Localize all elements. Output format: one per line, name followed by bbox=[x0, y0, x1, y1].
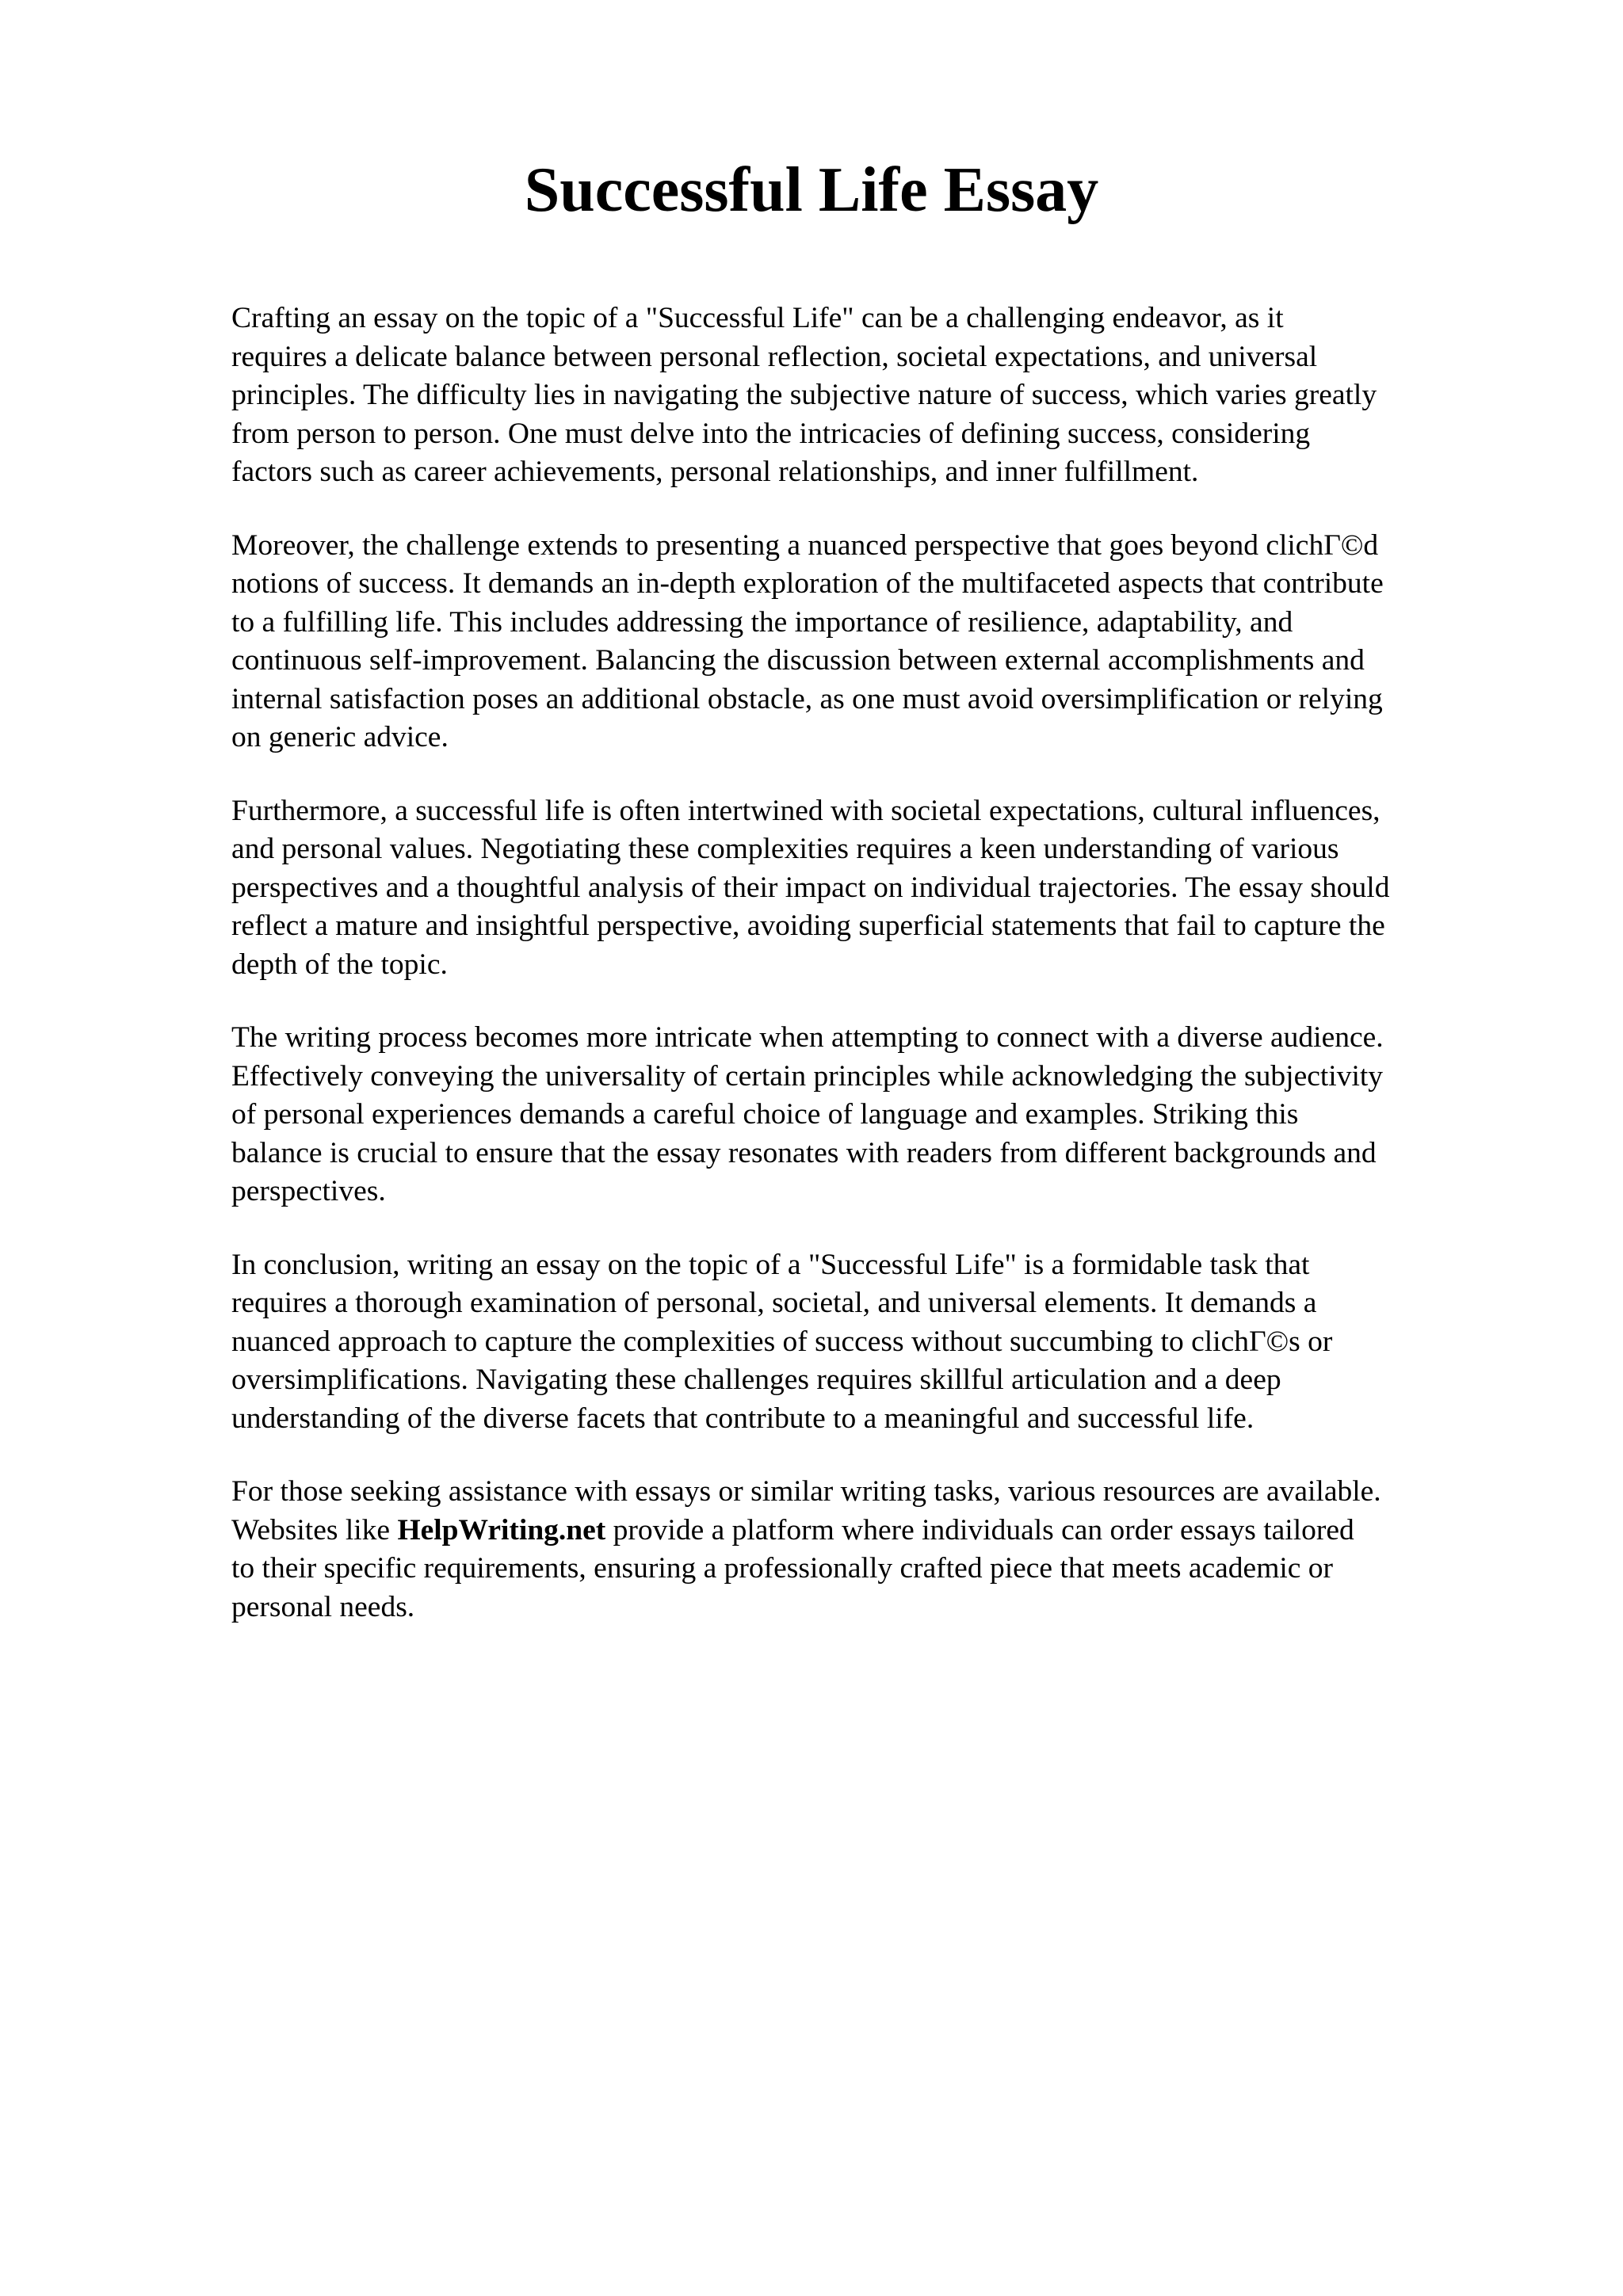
paragraph-line: nuanced approach to capture the complexities of success without succumbing to clichΓ©s or bbox=[231, 1325, 1333, 1358]
paragraph-line: In conclusion, writing an essay on the topic of a "Successful Life" is a formidable task that bbox=[231, 1248, 1310, 1281]
paragraph-line: perspectives. bbox=[231, 1175, 386, 1207]
line-prefix: Websites like bbox=[231, 1513, 398, 1547]
paragraph-2 bbox=[231, 527, 1515, 757]
paragraph-line: to a fulfilling life. This includes addressing the importance of resilience, adaptability, and bbox=[231, 605, 1293, 639]
paragraph-line: continuous self-improvement. Balancing the discussion between external accomplishments and bbox=[231, 644, 1365, 677]
document-title: Successful Life Essay bbox=[524, 155, 1099, 225]
paragraph-line: Moreover, the challenge extends to presenting a nuanced perspective that goes beyond clichΓ©d bbox=[231, 528, 1379, 562]
paragraph-line: factors such as career achievements, personal relationships, and inner fulfillment. bbox=[231, 456, 1199, 488]
paragraph-line: understanding of the diverse facets that contribute to a meaningful and successful life. bbox=[231, 1402, 1254, 1435]
paragraph-line: Furthermore, a successful life is often intertwined with societal expectations, cultural influences, bbox=[231, 794, 1381, 827]
paragraph-4 bbox=[231, 1019, 1515, 1211]
paragraph-line: internal satisfaction poses an additional obstacle, as one must avoid oversimplification or relying bbox=[231, 682, 1383, 715]
paragraph-line: Crafting an essay on the topic of a "Successful Life" can be a challenging endeavor, as it bbox=[231, 302, 1284, 334]
line-suffix: provide a platform where individuals can order essays tailored bbox=[605, 1513, 1354, 1547]
paragraph-line: to their specific requirements, ensuring a professionally crafted piece that meets academic or bbox=[231, 1552, 1334, 1585]
paragraph-line: on generic advice. bbox=[231, 721, 449, 753]
paragraph-line: The writing process becomes more intricate when attempting to connect with a diverse audience. bbox=[231, 1021, 1384, 1054]
paragraph-line: depth of the topic. bbox=[231, 948, 448, 981]
paragraph-5 bbox=[231, 1246, 1515, 1439]
paragraph-1 bbox=[231, 299, 1515, 492]
paragraph-line: requires a thorough examination of personal, societal, and universal elements. It demands a bbox=[231, 1287, 1317, 1319]
paragraph-line: perspectives and a thoughtful analysis of their impact on individual trajectories. The essay should bbox=[231, 871, 1390, 904]
paragraph-line: principles. The difficulty lies in navigating the subjective nature of success, which varies greatly bbox=[231, 379, 1377, 411]
paragraph-6 bbox=[231, 1473, 1515, 1627]
paragraph-line: notions of success. It demands an in-depth exploration of the multifaceted aspects that contribute bbox=[231, 567, 1384, 600]
paragraph-line: requires a delicate balance between personal reflection, societal expectations, and universal bbox=[231, 340, 1318, 373]
paragraph-3 bbox=[231, 792, 1515, 985]
helpwriting-link[interactable]: HelpWriting.net bbox=[397, 1513, 606, 1547]
paragraph-line-with-link bbox=[231, 1512, 1515, 1550]
document-body bbox=[231, 299, 1515, 1661]
paragraph-line: balance is crucial to ensure that the essay resonates with readers from different backgrounds and bbox=[231, 1136, 1377, 1169]
paragraph-line: of personal experiences demands a careful choice of language and examples. Striking this bbox=[231, 1098, 1299, 1131]
paragraph-line: reflect a mature and insightful perspective, avoiding superficial statements that fail to capture the bbox=[231, 910, 1385, 942]
paragraph-line: oversimplifications. Navigating these challenges requires skillful articulation and a deep bbox=[231, 1363, 1281, 1396]
paragraph-line: personal needs. bbox=[231, 1590, 415, 1623]
paragraph-line: For those seeking assistance with essays or similar writing tasks, various resources are available. bbox=[231, 1475, 1381, 1508]
paragraph-line: Effectively conveying the universality of certain principles while acknowledging the subjectivity bbox=[231, 1059, 1384, 1093]
paragraph-line: from person to person. One must delve into the intricacies of defining success, considering bbox=[231, 417, 1311, 450]
paragraph-line: and personal values. Negotiating these complexities requires a keen understanding of various bbox=[231, 833, 1339, 865]
